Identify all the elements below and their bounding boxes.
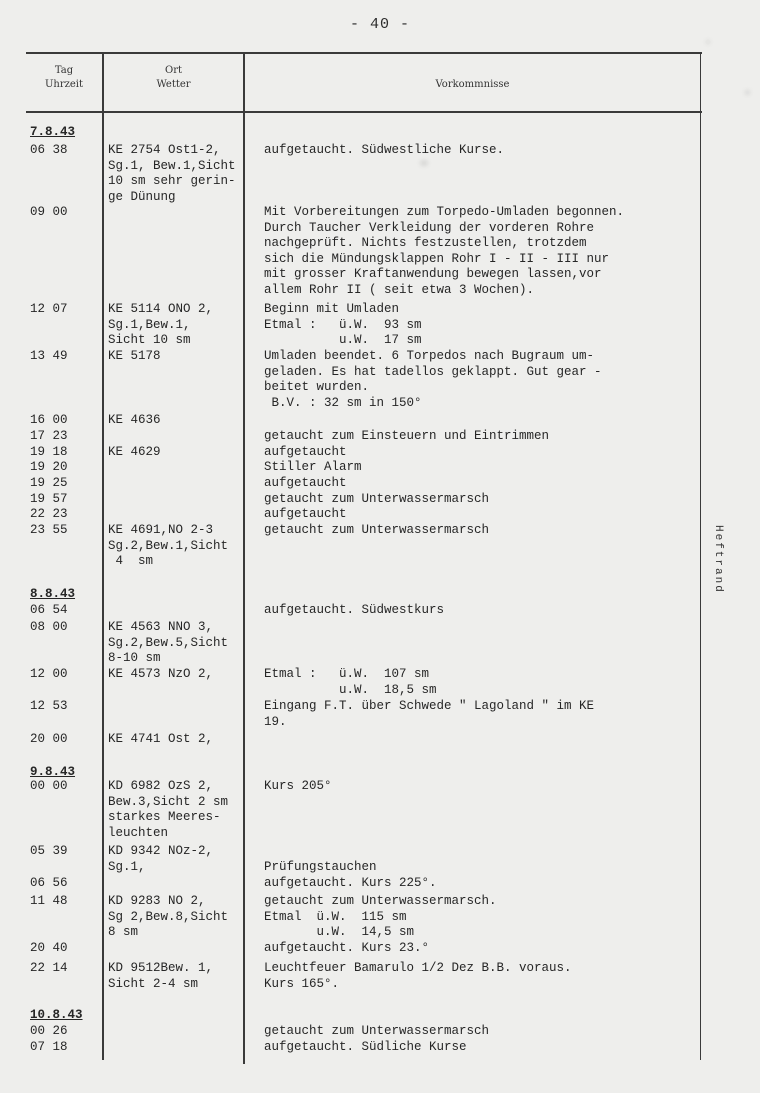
- entry-date: 10.8.43: [30, 1008, 83, 1022]
- entry-event: aufgetaucht. Südliche Kurse: [264, 1040, 467, 1054]
- entry-time: 08 00: [30, 620, 68, 634]
- entry-time: 19 25: [30, 476, 68, 490]
- entry-position-weather: KE 2754 Ost1-2, Sg.1, Bew.1,Sicht 10 sm sehr gerin- ge Dünung: [108, 143, 236, 204]
- entry-time: 09 00: [30, 205, 68, 219]
- entry-time: 23 55: [30, 523, 68, 537]
- entry-position-weather: KE 4741 Ost 2,: [108, 732, 214, 746]
- table-right-rule: [700, 54, 701, 1060]
- entry-event: aufgetaucht. Kurs 23.°: [264, 941, 430, 955]
- entry-time: 12 07: [30, 302, 68, 316]
- entry-time: 06 54: [30, 603, 68, 617]
- entry-time: 13 49: [30, 349, 68, 363]
- header-wetter: Wetter: [156, 79, 191, 90]
- entry-position-weather: KE 5178: [108, 349, 161, 363]
- entry-position-weather: KE 4691,NO 2-3 Sg.2,Bew.1,Sicht 4 sm: [108, 523, 229, 568]
- entry-date: 7.8.43: [30, 125, 76, 139]
- entry-time: 12 00: [30, 667, 68, 681]
- scan-smudge: [706, 40, 710, 44]
- entry-time: 19 18: [30, 445, 68, 459]
- entry-event: aufgetaucht. Südwestliche Kurse.: [264, 143, 505, 157]
- header-ort-wetter: [104, 64, 243, 92]
- entry-event: Mit Vorbereitungen zum Torpedo-Umladen begonnen. Durch Taucher Verkleidung der vorderen Rohre nachgeprüft. Nichts festzustellen, trotzdem sich die Mündungsklappen Rohr I - II - III nur mit grosser Kraftanwendung bewegen lassen,vor allem Rohr II ( seit etwa 3 Wochen).: [264, 205, 625, 297]
- entry-time: 16 00: [30, 413, 68, 427]
- entry-position-weather: KD 9512Bew. 1, Sicht 2-4 sm: [108, 961, 214, 991]
- entry-event: aufgetaucht: [264, 476, 347, 490]
- entry-time: 07 18: [30, 1040, 68, 1054]
- entry-event: getaucht zum Unterwassermarsch: [264, 523, 490, 537]
- entry-time: 20 40: [30, 941, 68, 955]
- entry-position-weather: KE 4629: [108, 445, 161, 459]
- entry-event: Eingang F.T. über Schwede " Lagoland " im KE 19.: [264, 699, 595, 729]
- entry-time: 06 38: [30, 143, 68, 157]
- column-divider-1: [102, 54, 104, 1060]
- entry-event: getaucht zum Unterwassermarsch: [264, 1024, 490, 1038]
- header-tag-uhrzeit: [26, 64, 102, 92]
- entry-position-weather: KD 9342 NOz-2, Sg.1,: [108, 844, 214, 874]
- scan-smudge: [745, 90, 750, 95]
- entry-event: getaucht zum Unterwassermarsch: [264, 492, 490, 506]
- entry-position-weather: KE 4636: [108, 413, 161, 427]
- page-number: - 40 -: [349, 16, 410, 33]
- header-ort: Ort: [165, 65, 182, 76]
- header-uhrzeit: Uhrzeit: [44, 79, 84, 90]
- entry-time: 00 00: [30, 779, 68, 793]
- entry-time: 20 00: [30, 732, 68, 746]
- entry-time: 05 39: [30, 844, 68, 858]
- entry-position-weather: KD 6982 OzS 2, Bew.3,Sicht 2 sm starkes Meeres- leuchten: [108, 779, 229, 840]
- header-tag: Tag: [54, 65, 74, 76]
- table-top-rule: [26, 52, 702, 54]
- entry-time: 22 14: [30, 961, 68, 975]
- entry-time: 22 23: [30, 507, 68, 521]
- header-vorkommnisse: Vorkommnisse: [435, 79, 510, 90]
- entry-event: Kurs 205°: [264, 779, 332, 793]
- entry-event: Stiller Alarm: [264, 460, 362, 474]
- entry-date: 8.8.43: [30, 587, 76, 601]
- entry-event: getaucht zum Einsteuern und Eintrimmen: [264, 429, 550, 443]
- column-divider-2: [243, 54, 245, 1064]
- entry-event: Leuchtfeuer Bamarulo 1/2 Dez B.B. voraus. Kurs 165°.: [264, 961, 572, 991]
- entry-position-weather: KE 5114 ONO 2, Sg.1,Bew.1, Sicht 10 sm: [108, 302, 214, 347]
- entry-time: 06 56: [30, 876, 68, 890]
- entry-event: Umladen beendet. 6 Torpedos nach Bugraum um- geladen. Es hat tadellos geklappt. Gut gear - beitet wurden. B.V. : 32 sm in 150°: [264, 349, 602, 410]
- entry-event: aufgetaucht: [264, 445, 347, 459]
- entry-event: Etmal : ü.W. 107 sm u.W. 18,5 sm: [264, 667, 437, 697]
- entry-time: 12 53: [30, 699, 68, 713]
- entry-position-weather: KE 4573 NzO 2,: [108, 667, 214, 681]
- entry-position-weather: KD 9283 NO 2, Sg 2,Bew.8,Sicht 8 sm: [108, 894, 229, 939]
- entry-event: aufgetaucht: [264, 507, 347, 521]
- entry-time: 11 48: [30, 894, 68, 908]
- entry-time: 00 26: [30, 1024, 68, 1038]
- entry-event: getaucht zum Unterwassermarsch. Etmal ü.W. 115 sm u.W. 14,5 sm: [264, 894, 497, 939]
- entry-time: 19 57: [30, 492, 68, 506]
- entry-event: Beginn mit Umladen Etmal : ü.W. 93 sm u.W. 17 sm: [264, 302, 422, 347]
- entry-position-weather: KE 4563 NNO 3, Sg.2,Bew.5,Sicht 8-10 sm: [108, 620, 229, 665]
- margin-note: Heftrand: [712, 525, 724, 594]
- entry-event: aufgetaucht. Kurs 225°.: [264, 876, 437, 890]
- scan-smudge: [420, 160, 428, 166]
- entry-time: 17 23: [30, 429, 68, 443]
- entry-date: 9.8.43: [30, 765, 76, 779]
- entry-time: 19 20: [30, 460, 68, 474]
- entry-event: Prüfungstauchen: [264, 860, 377, 874]
- header-bottom-rule: [26, 111, 702, 113]
- entry-event: aufgetaucht. Südwestkurs: [264, 603, 445, 617]
